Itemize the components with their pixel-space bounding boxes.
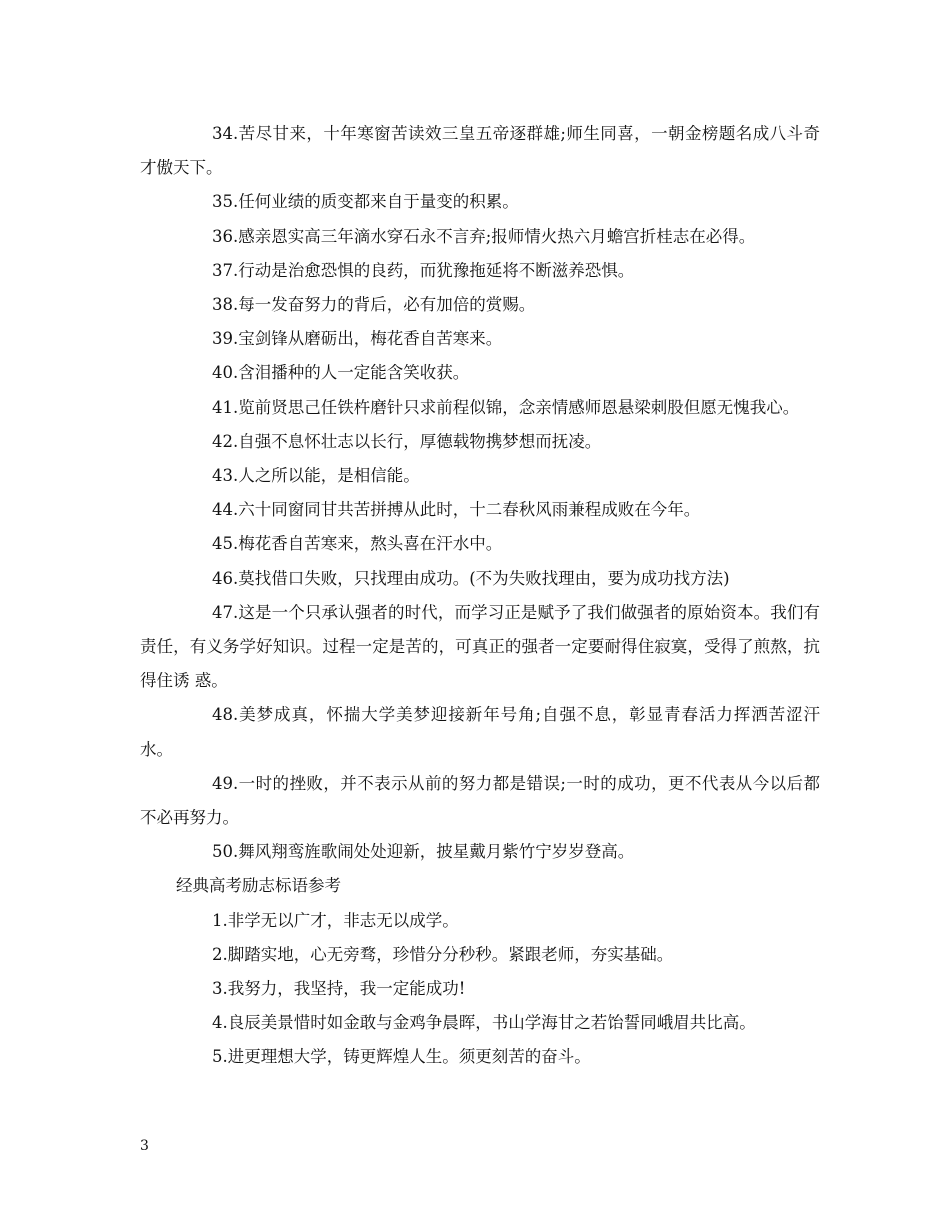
paragraph [140,322,820,356]
paragraph [140,391,820,425]
item-number: 43. [212,466,239,486]
item-text: 这是一个只承认强者的时代，而学习正是赋予了我们做强者的原始资本。我们有责任，有义务学好知识。过程一定是苦的，可真正的强者一定要耐得住寂寞，受得了煎熬，抗得住诱 惑。 [140,602,820,691]
item-text: 自强不息怀壮志以长行，厚德载物携梦想而抚凌。 [238,431,602,451]
paragraph [140,562,820,596]
item-number: 5. [212,1047,228,1067]
paragraph [140,835,820,869]
paragraph [140,596,820,699]
paragraph [140,904,820,938]
item-number: 41. [212,397,239,417]
item-text: 舞风翔鸾旌歌闹处处迎新，披星戴月紫竹宁岁岁登高。 [238,842,635,862]
item-text: 感亲恩实高三年滴水穿石永不言弃;报师情火热六月蟾宫折桂志在必得。 [238,226,756,246]
item-number: 44. [212,500,239,520]
item-number: 45. [212,534,239,554]
item-number: 4. [212,1013,228,1033]
item-text: 莫找借口失败，只找理由成功。(不为失败找理由，要为成功找方法) [238,568,730,588]
item-text: 我努力，我坚持，我一定能成功! [227,979,466,999]
item-text: 美梦成真，怀揣大学美梦迎接新年号角;自强不息，彰显青春活力挥洒苦涩汗水。 [140,705,820,759]
item-text: 脚踏实地，心无旁骛，珍惜分分秒秒。紧跟老师，夯实基础。 [227,944,674,964]
item-text: 人之所以能，是相信能。 [238,466,420,486]
paragraph [140,767,820,835]
paragraph [140,938,820,972]
paragraph [140,1006,820,1040]
paragraph [140,117,820,185]
item-text: 一时的挫败，并不表示从前的努力都是错误;一时的成功，更不代表从今以后都不必再努力。 [140,773,820,828]
paragraph [140,356,820,390]
item-number: 40. [212,363,239,383]
item-number: 39. [212,329,239,349]
item-text: 六十同窗同甘共苦拼搏从此时，十二春秋风雨兼程成败在今年。 [238,500,701,520]
paragraph [140,1040,820,1074]
paragraph [140,493,820,527]
item-text: 任何业绩的质变都来自于量变的积累。 [238,192,519,212]
item-number: 48. [212,705,239,725]
item-number: 1. [212,910,228,930]
item-number: 2. [212,944,228,964]
item-text: 进更理想大学，铸更辉煌人生。须更刻苦的奋斗。 [227,1047,591,1067]
section-heading [140,869,820,903]
item-number: 42. [212,431,239,451]
item-text: 宝剑锋从磨砺出，梅花香自苦寒来。 [238,329,503,349]
paragraph [140,254,820,288]
item-number: 50. [212,842,239,862]
item-text: 梅花香自苦寒来，熬头喜在汗水中。 [238,534,503,554]
item-number: 47. [212,602,239,622]
paragraph [140,459,820,493]
item-number: 46. [212,568,239,588]
item-text: 含泪播种的人一定能含笑收获。 [238,363,470,383]
item-text: 览前贤思己任铁杵磨针只求前程似锦，念亲情感师恩悬梁刺股但愿无愧我心。 [238,397,800,417]
paragraph [140,972,820,1006]
item-number: 3. [212,979,228,999]
item-number: 34. [212,124,239,143]
item-number: 36. [212,226,239,246]
document-body [140,117,820,1075]
section-heading-text: 经典高考励志标语参考 [176,876,341,896]
item-number: 35. [212,192,239,212]
item-text: 每一发奋努力的背后，必有加倍的赏赐。 [238,295,536,315]
paragraph [140,185,820,219]
paragraph [140,527,820,561]
item-number: 37. [212,260,239,280]
paragraph [140,698,820,766]
paragraph [140,425,820,459]
item-text: 良辰美景惜时如金敢与金鸡争晨晖，书山学海甘之若饴誓同峨眉共比高。 [227,1013,756,1033]
item-text: 行动是治愈恐惧的良药，而犹豫拖延将不断滋养恐惧。 [238,260,635,280]
item-number: 49. [212,773,239,793]
item-text: 苦尽甘来，十年寒窗苦读效三皇五帝逐群雄;师生同喜，一朝金榜题名成八斗奇才傲天下。 [140,124,820,178]
paragraph [140,220,820,254]
page-number: 3 [140,1138,149,1154]
item-text: 非学无以广才，非志无以成学。 [227,910,459,930]
item-number: 38. [212,295,239,315]
paragraph [140,288,820,322]
